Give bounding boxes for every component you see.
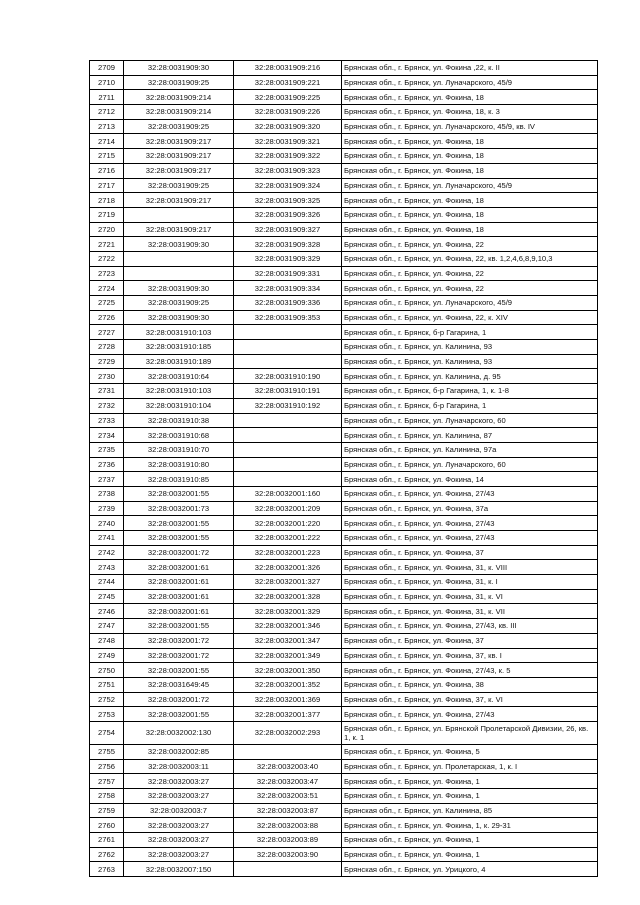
table-row (90, 251, 598, 266)
address-cell: Брянская обл., г. Брянск, ул. Фокина, 37а (342, 501, 598, 516)
registry-table-body (90, 61, 598, 877)
address-cell: Брянская обл., г. Брянск, ул. Фокина, 31, к. VI (342, 589, 598, 604)
object-cadastral-number-cell: 32:28:0032003:40 (234, 759, 342, 774)
table-row (90, 663, 598, 678)
parcel-cadastral-number-cell: 32:28:0032001:72 (124, 545, 234, 560)
row-number-cell: 2756 (90, 759, 124, 774)
table-row (90, 310, 598, 325)
table-row (90, 354, 598, 369)
object-cadastral-number-cell: 32:28:0031909:323 (234, 163, 342, 178)
row-number-cell: 2726 (90, 310, 124, 325)
address-cell: Брянская обл., г. Брянск, ул. Фокина, 22 (342, 237, 598, 252)
table-row (90, 560, 598, 575)
parcel-cadastral-number-cell: 32:28:0031910:38 (124, 413, 234, 428)
table-row (90, 207, 598, 222)
parcel-cadastral-number-cell: 32:28:0031909:25 (124, 119, 234, 134)
table-row (90, 428, 598, 443)
parcel-cadastral-number-cell: 32:28:0032002:130 (124, 721, 234, 744)
address-cell: Брянская обл., г. Брянск, ул. Фокина, 27/43 (342, 531, 598, 546)
object-cadastral-number-cell (234, 325, 342, 340)
object-cadastral-number-cell: 32:28:0032003:47 (234, 774, 342, 789)
parcel-cadastral-number-cell: 32:28:0032001:55 (124, 486, 234, 501)
row-number-cell: 2755 (90, 744, 124, 759)
object-cadastral-number-cell: 32:28:0032001:329 (234, 604, 342, 619)
object-cadastral-number-cell: 32:28:0031909:225 (234, 90, 342, 105)
table-row (90, 134, 598, 149)
table-row (90, 501, 598, 516)
table-row (90, 721, 598, 744)
parcel-cadastral-number-cell: 32:28:0032001:61 (124, 575, 234, 590)
address-cell: Брянская обл., г. Брянск, ул. Брянской Пролетарской Дивизии, 26, кв. 1, к. 1 (342, 721, 598, 744)
parcel-cadastral-number-cell (124, 266, 234, 281)
row-number-cell: 2729 (90, 354, 124, 369)
parcel-cadastral-number-cell: 32:28:0032003:27 (124, 789, 234, 804)
parcel-cadastral-number-cell: 32:28:0031649:45 (124, 677, 234, 692)
object-cadastral-number-cell: 32:28:0031909:321 (234, 134, 342, 149)
address-cell: Брянская обл., г. Брянск, ул. Фокина ,22, к. II (342, 61, 598, 76)
table-row (90, 413, 598, 428)
row-number-cell: 2740 (90, 516, 124, 531)
object-cadastral-number-cell (234, 413, 342, 428)
table-row (90, 222, 598, 237)
object-cadastral-number-cell: 32:28:0032003:87 (234, 803, 342, 818)
address-cell: Брянская обл., г. Брянск, б-р Гагарина, 1, к. 1-8 (342, 384, 598, 399)
parcel-cadastral-number-cell: 32:28:0031909:30 (124, 281, 234, 296)
address-cell: Брянская обл., г. Брянск, ул. Фокина, 27/43 (342, 516, 598, 531)
table-row (90, 325, 598, 340)
parcel-cadastral-number-cell: 32:28:0032001:73 (124, 501, 234, 516)
table-row (90, 237, 598, 252)
object-cadastral-number-cell: 32:28:0031909:226 (234, 105, 342, 120)
row-number-cell: 2734 (90, 428, 124, 443)
address-cell: Брянская обл., г. Брянск, ул. Фокина, 18 (342, 90, 598, 105)
address-cell: Брянская обл., г. Брянск, ул. Фокина, 37, к. VI (342, 692, 598, 707)
parcel-cadastral-number-cell: 32:28:0031910:80 (124, 457, 234, 472)
table-row (90, 604, 598, 619)
table-row (90, 149, 598, 164)
row-number-cell: 2746 (90, 604, 124, 619)
row-number-cell: 2748 (90, 633, 124, 648)
parcel-cadastral-number-cell: 32:28:0031910:104 (124, 398, 234, 413)
address-cell: Брянская обл., г. Брянск, ул. Фокина, 31, к. VIII (342, 560, 598, 575)
row-number-cell: 2722 (90, 251, 124, 266)
row-number-cell: 2712 (90, 105, 124, 120)
parcel-cadastral-number-cell: 32:28:0031910:103 (124, 384, 234, 399)
row-number-cell: 2760 (90, 818, 124, 833)
address-cell: Брянская обл., г. Брянск, ул. Фокина, 1 (342, 774, 598, 789)
parcel-cadastral-number-cell: 32:28:0031910:68 (124, 428, 234, 443)
row-number-cell: 2758 (90, 789, 124, 804)
object-cadastral-number-cell: 32:28:0031909:324 (234, 178, 342, 193)
address-cell: Брянская обл., г. Брянск, ул. Фокина, 1 (342, 789, 598, 804)
parcel-cadastral-number-cell: 32:28:0031910:103 (124, 325, 234, 340)
table-row (90, 589, 598, 604)
object-cadastral-number-cell: 32:28:0031909:326 (234, 207, 342, 222)
address-cell: Брянская обл., г. Брянск, ул. Луначарского, 45/9 (342, 296, 598, 311)
object-cadastral-number-cell (234, 862, 342, 877)
address-cell: Брянская обл., г. Брянск, ул. Фокина, 38 (342, 677, 598, 692)
table-row (90, 677, 598, 692)
registry-table (89, 60, 598, 877)
row-number-cell: 2716 (90, 163, 124, 178)
address-cell: Брянская обл., г. Брянск, ул. Пролетарская, 1, к. I (342, 759, 598, 774)
object-cadastral-number-cell: 32:28:0031909:216 (234, 61, 342, 76)
table-row (90, 90, 598, 105)
row-number-cell: 2714 (90, 134, 124, 149)
table-row (90, 193, 598, 208)
row-number-cell: 2735 (90, 442, 124, 457)
object-cadastral-number-cell (234, 354, 342, 369)
row-number-cell: 2709 (90, 61, 124, 76)
row-number-cell: 2738 (90, 486, 124, 501)
object-cadastral-number-cell: 32:28:0032001:328 (234, 589, 342, 604)
table-row (90, 178, 598, 193)
address-cell: Брянская обл., г. Брянск, ул. Фокина, 37 (342, 545, 598, 560)
row-number-cell: 2741 (90, 531, 124, 546)
address-cell: Брянская обл., г. Брянск, ул. Калинина, 93 (342, 354, 598, 369)
address-cell: Брянская обл., г. Брянск, ул. Фокина, 14 (342, 472, 598, 487)
address-cell: Брянская обл., г. Брянск, ул. Луначарского, 45/9 (342, 178, 598, 193)
address-cell: Брянская обл., г. Брянск, ул. Луначарского, 45/9 (342, 75, 598, 90)
address-cell: Брянская обл., г. Брянск, ул. Фокина, 37 (342, 633, 598, 648)
address-cell: Брянская обл., г. Брянск, ул. Калинина, 97а (342, 442, 598, 457)
address-cell: Брянская обл., г. Брянск, ул. Фокина, 22 (342, 266, 598, 281)
object-cadastral-number-cell: 32:28:0032001:220 (234, 516, 342, 531)
parcel-cadastral-number-cell: 32:28:0031909:214 (124, 105, 234, 120)
object-cadastral-number-cell: 32:28:0032002:293 (234, 721, 342, 744)
table-row (90, 744, 598, 759)
table-row (90, 384, 598, 399)
parcel-cadastral-number-cell: 32:28:0032001:72 (124, 648, 234, 663)
table-row (90, 163, 598, 178)
parcel-cadastral-number-cell: 32:28:0031910:85 (124, 472, 234, 487)
address-cell: Брянская обл., г. Брянск, ул. Фокина, 22, к. XIV (342, 310, 598, 325)
address-cell: Брянская обл., г. Брянск, ул. Фокина, 1 (342, 833, 598, 848)
object-cadastral-number-cell: 32:28:0031909:221 (234, 75, 342, 90)
parcel-cadastral-number-cell: 32:28:0032001:61 (124, 560, 234, 575)
table-row (90, 648, 598, 663)
object-cadastral-number-cell: 32:28:0032001:350 (234, 663, 342, 678)
address-cell: Брянская обл., г. Брянск, ул. Калинина, 85 (342, 803, 598, 818)
row-number-cell: 2732 (90, 398, 124, 413)
row-number-cell: 2737 (90, 472, 124, 487)
parcel-cadastral-number-cell: 32:28:0032003:11 (124, 759, 234, 774)
row-number-cell: 2745 (90, 589, 124, 604)
table-row (90, 105, 598, 120)
parcel-cadastral-number-cell: 32:28:0032001:55 (124, 663, 234, 678)
address-cell: Брянская обл., г. Брянск, ул. Фокина, 18 (342, 149, 598, 164)
object-cadastral-number-cell: 32:28:0031910:190 (234, 369, 342, 384)
object-cadastral-number-cell: 32:28:0031910:192 (234, 398, 342, 413)
row-number-cell: 2751 (90, 677, 124, 692)
address-cell: Брянская обл., г. Брянск, ул. Фокина, 27/43, к. 5 (342, 663, 598, 678)
parcel-cadastral-number-cell: 32:28:0031910:64 (124, 369, 234, 384)
object-cadastral-number-cell (234, 442, 342, 457)
address-cell: Брянская обл., г. Брянск, б-р Гагарина, 1 (342, 398, 598, 413)
parcel-cadastral-number-cell: 32:28:0031909:30 (124, 310, 234, 325)
parcel-cadastral-number-cell: 32:28:0032001:55 (124, 516, 234, 531)
object-cadastral-number-cell: 32:28:0031910:191 (234, 384, 342, 399)
object-cadastral-number-cell: 32:28:0032001:346 (234, 619, 342, 634)
object-cadastral-number-cell: 32:28:0032001:349 (234, 648, 342, 663)
parcel-cadastral-number-cell: 32:28:0032001:55 (124, 619, 234, 634)
address-cell: Брянская обл., г. Брянск, ул. Фокина, 27/43, кв. III (342, 619, 598, 634)
table-row (90, 457, 598, 472)
table-row (90, 75, 598, 90)
table-row (90, 398, 598, 413)
parcel-cadastral-number-cell: 32:28:0031909:25 (124, 296, 234, 311)
address-cell: Брянская обл., г. Брянск, ул. Фокина, 31, к. VII (342, 604, 598, 619)
address-cell: Брянская обл., г. Брянск, ул. Луначарского, 60 (342, 457, 598, 472)
table-row (90, 789, 598, 804)
address-cell: Брянская обл., г. Брянск, ул. Фокина, 27/43 (342, 486, 598, 501)
address-cell: Брянская обл., г. Брянск, ул. Фокина, 31, к. I (342, 575, 598, 590)
table-row (90, 619, 598, 634)
row-number-cell: 2754 (90, 721, 124, 744)
table-row (90, 575, 598, 590)
address-cell: Брянская обл., г. Брянск, б-р Гагарина, 1 (342, 325, 598, 340)
row-number-cell: 2739 (90, 501, 124, 516)
parcel-cadastral-number-cell: 32:28:0032001:55 (124, 531, 234, 546)
object-cadastral-number-cell (234, 744, 342, 759)
table-row (90, 774, 598, 789)
table-row (90, 847, 598, 862)
table-row (90, 369, 598, 384)
row-number-cell: 2736 (90, 457, 124, 472)
object-cadastral-number-cell (234, 340, 342, 355)
object-cadastral-number-cell: 32:28:0032001:222 (234, 531, 342, 546)
object-cadastral-number-cell: 32:28:0031909:320 (234, 119, 342, 134)
object-cadastral-number-cell: 32:28:0031909:327 (234, 222, 342, 237)
row-number-cell: 2742 (90, 545, 124, 560)
parcel-cadastral-number-cell (124, 207, 234, 222)
parcel-cadastral-number-cell: 32:28:0031910:185 (124, 340, 234, 355)
parcel-cadastral-number-cell: 32:28:0032003:27 (124, 774, 234, 789)
table-row (90, 61, 598, 76)
parcel-cadastral-number-cell: 32:28:0032001:55 (124, 707, 234, 722)
table-row (90, 633, 598, 648)
row-number-cell: 2761 (90, 833, 124, 848)
parcel-cadastral-number-cell: 32:28:0031909:217 (124, 149, 234, 164)
row-number-cell: 2718 (90, 193, 124, 208)
object-cadastral-number-cell: 32:28:0032001:352 (234, 677, 342, 692)
object-cadastral-number-cell: 32:28:0031909:331 (234, 266, 342, 281)
table-row (90, 486, 598, 501)
parcel-cadastral-number-cell: 32:28:0031910:189 (124, 354, 234, 369)
row-number-cell: 2763 (90, 862, 124, 877)
table-row (90, 266, 598, 281)
parcel-cadastral-number-cell: 32:28:0031909:217 (124, 163, 234, 178)
row-number-cell: 2759 (90, 803, 124, 818)
row-number-cell: 2730 (90, 369, 124, 384)
address-cell: Брянская обл., г. Брянск, ул. Калинина, 93 (342, 340, 598, 355)
table-row (90, 442, 598, 457)
table-row (90, 119, 598, 134)
object-cadastral-number-cell: 32:28:0032001:369 (234, 692, 342, 707)
object-cadastral-number-cell: 32:28:0032001:347 (234, 633, 342, 648)
row-number-cell: 2727 (90, 325, 124, 340)
object-cadastral-number-cell: 32:28:0031909:334 (234, 281, 342, 296)
row-number-cell: 2710 (90, 75, 124, 90)
address-cell: Брянская обл., г. Брянск, ул. Фокина, 18 (342, 207, 598, 222)
row-number-cell: 2744 (90, 575, 124, 590)
object-cadastral-number-cell: 32:28:0032001:326 (234, 560, 342, 575)
parcel-cadastral-number-cell: 32:28:0032003:27 (124, 833, 234, 848)
table-row (90, 707, 598, 722)
object-cadastral-number-cell (234, 457, 342, 472)
address-cell: Брянская обл., г. Брянск, ул. Фокина, 18 (342, 134, 598, 149)
row-number-cell: 2725 (90, 296, 124, 311)
parcel-cadastral-number-cell: 32:28:0032001:72 (124, 633, 234, 648)
row-number-cell: 2743 (90, 560, 124, 575)
row-number-cell: 2762 (90, 847, 124, 862)
row-number-cell: 2713 (90, 119, 124, 134)
row-number-cell: 2757 (90, 774, 124, 789)
object-cadastral-number-cell: 32:28:0032001:327 (234, 575, 342, 590)
parcel-cadastral-number-cell: 32:28:0031909:30 (124, 61, 234, 76)
row-number-cell: 2753 (90, 707, 124, 722)
address-cell: Брянская обл., г. Брянск, ул. Фокина, 22, кв. 1,2,4,6,8,9,10,3 (342, 251, 598, 266)
parcel-cadastral-number-cell: 32:28:0031909:25 (124, 178, 234, 193)
object-cadastral-number-cell: 32:28:0031909:322 (234, 149, 342, 164)
object-cadastral-number-cell: 32:28:0031909:336 (234, 296, 342, 311)
address-cell: Брянская обл., г. Брянск, ул. Калинина, д. 95 (342, 369, 598, 384)
parcel-cadastral-number-cell: 32:28:0032001:61 (124, 604, 234, 619)
object-cadastral-number-cell: 32:28:0032003:90 (234, 847, 342, 862)
object-cadastral-number-cell: 32:28:0031909:328 (234, 237, 342, 252)
parcel-cadastral-number-cell (124, 251, 234, 266)
object-cadastral-number-cell: 32:28:0032001:377 (234, 707, 342, 722)
parcel-cadastral-number-cell: 32:28:0032002:85 (124, 744, 234, 759)
table-row (90, 472, 598, 487)
address-cell: Брянская обл., г. Брянск, ул. Луначарского, 45/9, кв. IV (342, 119, 598, 134)
table-row (90, 833, 598, 848)
table-row (90, 340, 598, 355)
object-cadastral-number-cell: 32:28:0031909:329 (234, 251, 342, 266)
address-cell: Брянская обл., г. Брянск, ул. Луначарского, 60 (342, 413, 598, 428)
parcel-cadastral-number-cell: 32:28:0031909:217 (124, 193, 234, 208)
row-number-cell: 2750 (90, 663, 124, 678)
address-cell: Брянская обл., г. Брянск, ул. Урицкого, 4 (342, 862, 598, 877)
object-cadastral-number-cell: 32:28:0032001:160 (234, 486, 342, 501)
address-cell: Брянская обл., г. Брянск, ул. Калинина, 87 (342, 428, 598, 443)
row-number-cell: 2733 (90, 413, 124, 428)
address-cell: Брянская обл., г. Брянск, ул. Фокина, 18 (342, 222, 598, 237)
address-cell: Брянская обл., г. Брянск, ул. Фокина, 18, к. 3 (342, 105, 598, 120)
parcel-cadastral-number-cell: 32:28:0031909:25 (124, 75, 234, 90)
row-number-cell: 2728 (90, 340, 124, 355)
row-number-cell: 2752 (90, 692, 124, 707)
parcel-cadastral-number-cell: 32:28:0031909:214 (124, 90, 234, 105)
row-number-cell: 2719 (90, 207, 124, 222)
table-row (90, 803, 598, 818)
address-cell: Брянская обл., г. Брянск, ул. Фокина, 18 (342, 193, 598, 208)
address-cell: Брянская обл., г. Брянск, ул. Фокина, 27/43 (342, 707, 598, 722)
object-cadastral-number-cell: 32:28:0032003:51 (234, 789, 342, 804)
address-cell: Брянская обл., г. Брянск, ул. Фокина, 5 (342, 744, 598, 759)
parcel-cadastral-number-cell: 32:28:0032003:7 (124, 803, 234, 818)
table-row (90, 531, 598, 546)
parcel-cadastral-number-cell: 32:28:0032001:61 (124, 589, 234, 604)
object-cadastral-number-cell (234, 472, 342, 487)
object-cadastral-number-cell: 32:28:0031909:325 (234, 193, 342, 208)
row-number-cell: 2724 (90, 281, 124, 296)
table-row (90, 281, 598, 296)
parcel-cadastral-number-cell: 32:28:0032003:27 (124, 818, 234, 833)
row-number-cell: 2731 (90, 384, 124, 399)
table-row (90, 759, 598, 774)
table-row (90, 692, 598, 707)
row-number-cell: 2747 (90, 619, 124, 634)
row-number-cell: 2711 (90, 90, 124, 105)
row-number-cell: 2720 (90, 222, 124, 237)
address-cell: Брянская обл., г. Брянск, ул. Фокина, 18 (342, 163, 598, 178)
table-row (90, 516, 598, 531)
address-cell: Брянская обл., г. Брянск, ул. Фокина, 37, кв. I (342, 648, 598, 663)
parcel-cadastral-number-cell: 32:28:0031910:70 (124, 442, 234, 457)
parcel-cadastral-number-cell: 32:28:0031909:30 (124, 237, 234, 252)
object-cadastral-number-cell: 32:28:0032003:88 (234, 818, 342, 833)
table-row (90, 862, 598, 877)
object-cadastral-number-cell: 32:28:0031909:353 (234, 310, 342, 325)
row-number-cell: 2715 (90, 149, 124, 164)
object-cadastral-number-cell (234, 428, 342, 443)
row-number-cell: 2723 (90, 266, 124, 281)
parcel-cadastral-number-cell: 32:28:0032003:27 (124, 847, 234, 862)
row-number-cell: 2721 (90, 237, 124, 252)
object-cadastral-number-cell: 32:28:0032001:209 (234, 501, 342, 516)
parcel-cadastral-number-cell: 32:28:0032001:72 (124, 692, 234, 707)
parcel-cadastral-number-cell: 32:28:0032007:150 (124, 862, 234, 877)
row-number-cell: 2717 (90, 178, 124, 193)
table-row (90, 545, 598, 560)
parcel-cadastral-number-cell: 32:28:0031909:217 (124, 134, 234, 149)
table-row (90, 818, 598, 833)
address-cell: Брянская обл., г. Брянск, ул. Фокина, 1 (342, 847, 598, 862)
address-cell: Брянская обл., г. Брянск, ул. Фокина, 1, к. 29-31 (342, 818, 598, 833)
object-cadastral-number-cell: 32:28:0032001:223 (234, 545, 342, 560)
parcel-cadastral-number-cell: 32:28:0031909:217 (124, 222, 234, 237)
address-cell: Брянская обл., г. Брянск, ул. Фокина, 22 (342, 281, 598, 296)
row-number-cell: 2749 (90, 648, 124, 663)
table-row (90, 296, 598, 311)
object-cadastral-number-cell: 32:28:0032003:89 (234, 833, 342, 848)
